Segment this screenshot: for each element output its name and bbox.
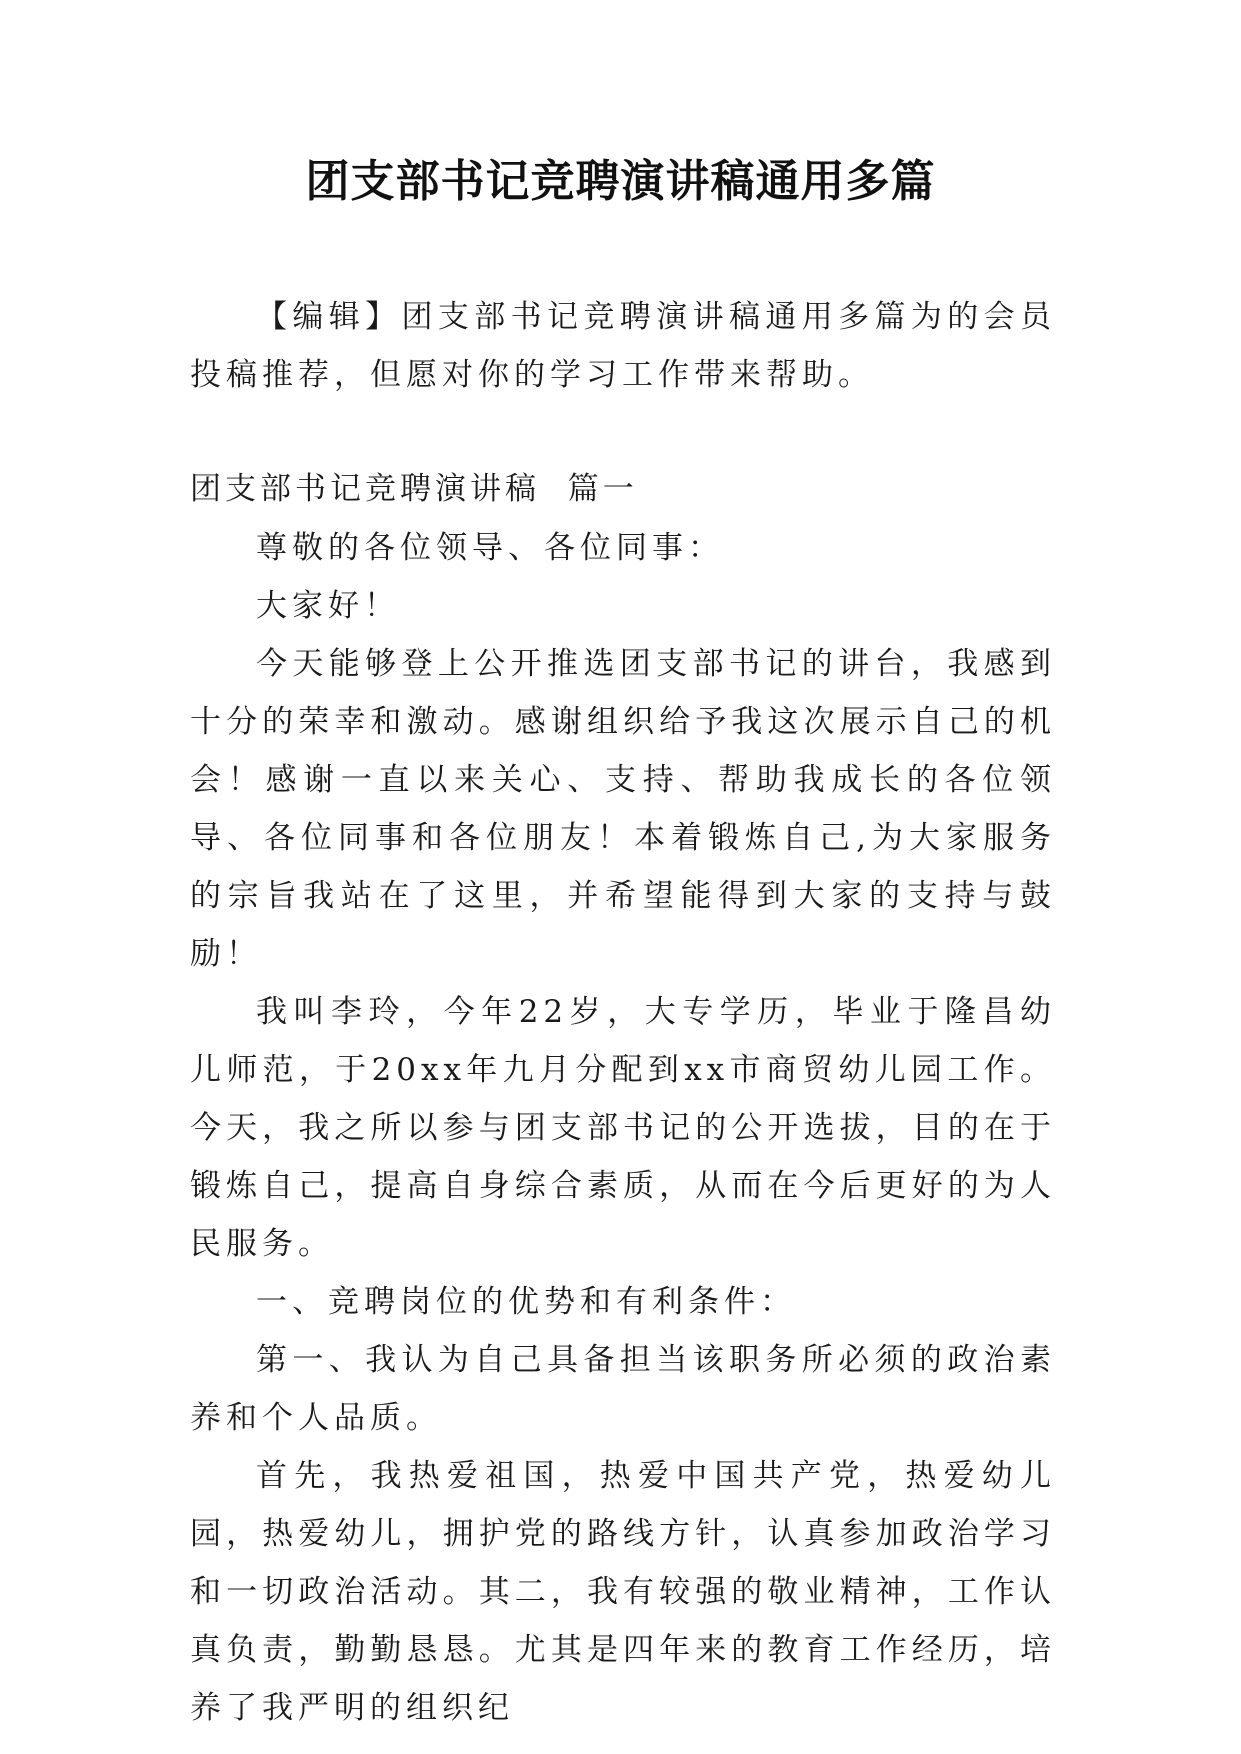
opening-paragraph: 今天能够登上公开推选团支部书记的讲台，我感到十分的荣幸和激动。感谢组织给予我这次展示自己的机会！感谢一直以来关心、支持、帮助我成长的各位领导、各位同事和各位朋友！本着锻炼自己,为大家服务的宗旨我站在了这里，并希望能得到大家的支持与鼓励！: [190, 646, 1056, 972]
introduction-paragraph: 我叫李玲，今年22岁，大专学历，毕业于隆昌幼儿师范，于20xx年九月分配到xx市商贸幼儿园工作。今天，我之所以参与团支部书记的公开选拔，目的在于锻炼自己，提高自身综合素质，从而在今后更好的为人民服务。: [190, 994, 1056, 1262]
body-text: [190, 519, 1056, 1737]
greeting-paragraph: 大家好！: [256, 588, 400, 624]
document-title: 团支部书记竞聘演讲稿通用多篇: [305, 156, 936, 207]
advantages-heading: 一、竞聘岗位的优势和有利条件：: [256, 1284, 796, 1320]
first-point-paragraph: 第一、我认为自己具备担当该职务所必须的政治素养和个人品质。: [190, 1342, 1056, 1436]
section-heading: 团支部书记竞聘演讲稿 篇一: [190, 471, 638, 507]
editor-note: 【编辑】团支部书记竞聘演讲稿通用多篇为的会员投稿推荐，但愿对你的学习工作带来帮助。: [190, 299, 1056, 393]
details-paragraph: 首先，我热爱祖国，热爱中国共产党，热爱幼儿园，热爱幼儿，拥护党的路线方针，认真参加政治学习和一切政治活动。其二，我有较强的敬业精神，工作认真负责，勤勤恳恳。尤其是四年来的教育工作经历，培养了我严明的组织纪: [190, 1458, 1056, 1726]
salutation-paragraph: 尊敬的各位领导、各位同事：: [256, 530, 724, 566]
